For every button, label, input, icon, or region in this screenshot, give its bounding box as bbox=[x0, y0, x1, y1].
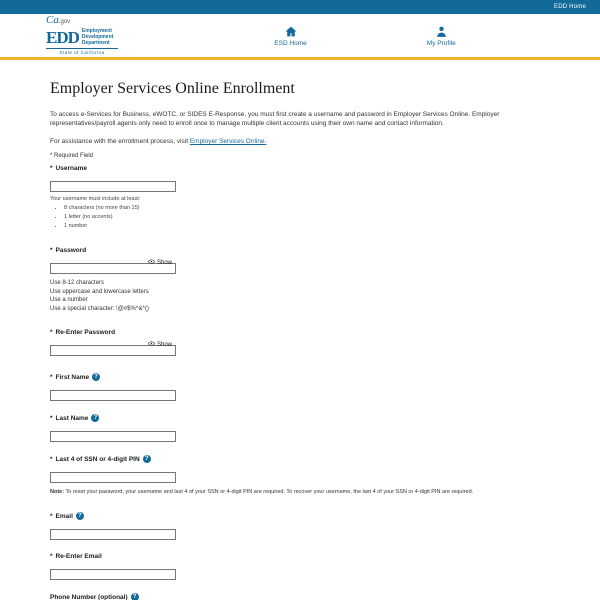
page-content bbox=[0, 80, 600, 600]
help-icon[interactable]: ? bbox=[76, 512, 84, 520]
password-rules bbox=[50, 279, 550, 313]
password-rule: Use uppercase and lowercase letters bbox=[50, 288, 149, 295]
help-icon[interactable]: ? bbox=[92, 373, 100, 381]
last-name-label bbox=[50, 414, 550, 422]
ca-gov-logo bbox=[46, 16, 70, 27]
assistance-text bbox=[50, 138, 550, 145]
username-rule: • 8 characters (no more than 15) bbox=[64, 204, 550, 213]
edd-line3: Department bbox=[81, 40, 110, 46]
edd-logo[interactable] bbox=[0, 14, 130, 57]
ssn-pin-note-bold: Note: bbox=[50, 489, 65, 495]
home-icon bbox=[284, 25, 298, 38]
site-header bbox=[0, 14, 600, 60]
username-required-star: * bbox=[50, 165, 53, 172]
reenter-email-field-group bbox=[50, 553, 550, 581]
edd-line2: Development bbox=[81, 34, 114, 40]
reenter-email-label bbox=[50, 553, 550, 560]
help-icon[interactable]: ? bbox=[143, 455, 151, 463]
ssn-pin-input[interactable] bbox=[50, 472, 176, 483]
reenter-password-label-text: Re-Enter Password bbox=[55, 329, 116, 336]
ssn-pin-note bbox=[50, 488, 550, 496]
edd-line1: Employment bbox=[81, 28, 112, 34]
phone-label bbox=[50, 593, 550, 600]
first-name-label bbox=[50, 373, 550, 381]
nav-item-esd-home[interactable] bbox=[274, 25, 307, 47]
password-label-text: Password bbox=[55, 247, 87, 254]
username-rule: • 1 letter (no accents) bbox=[64, 213, 550, 222]
help-icon[interactable]: ? bbox=[131, 593, 139, 600]
username-field-group bbox=[50, 165, 550, 231]
eye-icon bbox=[148, 259, 155, 266]
username-hint: Your username must include at least: bbox=[50, 196, 141, 202]
username-rule: • 1 number bbox=[64, 222, 550, 231]
password-show-toggle[interactable] bbox=[148, 257, 172, 268]
ssn-pin-note-text: To reset your password, your username and last 4 of your SSN or 4-digit PIN are required. To recover your username, the last 4 of your SSN or 4-digit PIN are required. bbox=[64, 489, 474, 495]
last-name-required-star: * bbox=[50, 414, 53, 422]
ssn-pin-label-text: Last 4 of SSN or 4-digit PIN bbox=[55, 455, 140, 463]
phone-label-text: Phone Number (optional) bbox=[50, 593, 128, 600]
required-field-note: * Required Field bbox=[50, 153, 94, 159]
employer-services-online-link[interactable]: Employer Services Online. bbox=[189, 138, 267, 145]
last-name-field-group bbox=[50, 414, 550, 443]
ssn-pin-required-star: * bbox=[50, 455, 53, 463]
help-icon[interactable]: ? bbox=[91, 414, 99, 422]
username-label bbox=[50, 165, 550, 172]
first-name-field-group bbox=[50, 373, 550, 402]
ca-gov-text: Ca bbox=[46, 14, 59, 26]
reenter-password-field-group bbox=[50, 329, 550, 357]
reenter-email-required-star: * bbox=[50, 553, 53, 560]
email-input[interactable] bbox=[50, 529, 176, 540]
main-nav bbox=[130, 14, 600, 57]
password-label bbox=[50, 247, 550, 254]
nav-label-esd-home: ESD Home bbox=[274, 39, 307, 47]
reenter-email-label-text: Re-Enter Email bbox=[55, 553, 102, 560]
edd-initials: EDD bbox=[46, 27, 79, 47]
first-name-required-star: * bbox=[50, 373, 53, 381]
username-label-text: Username bbox=[55, 165, 87, 172]
nav-label-my-profile: My Profile bbox=[426, 39, 456, 47]
reenter-password-show-toggle[interactable] bbox=[148, 339, 172, 350]
password-rule: Use 8-12 characters bbox=[50, 280, 105, 286]
email-label-text: Email bbox=[55, 512, 73, 520]
email-label bbox=[50, 512, 550, 520]
reenter-password-label bbox=[50, 329, 550, 336]
reenter-password-required-star: * bbox=[50, 329, 53, 336]
nav-item-my-profile[interactable] bbox=[427, 25, 456, 47]
reenter-password-show-label: Show bbox=[156, 341, 172, 348]
edd-state-label: State of California bbox=[46, 48, 118, 55]
password-show-label: Show bbox=[156, 259, 172, 266]
reenter-email-input[interactable] bbox=[50, 569, 176, 580]
email-required-star: * bbox=[50, 512, 53, 520]
last-name-input[interactable] bbox=[50, 431, 176, 442]
email-field-group bbox=[50, 512, 550, 541]
password-rule: Use a number bbox=[50, 297, 88, 303]
password-field-group bbox=[50, 247, 550, 313]
username-input[interactable] bbox=[50, 181, 176, 192]
ssn-pin-label bbox=[50, 455, 550, 463]
username-rules-list bbox=[64, 204, 550, 231]
phone-field-group bbox=[50, 593, 550, 600]
password-required-star: * bbox=[50, 247, 53, 254]
edd-home-link[interactable]: EDD Home bbox=[554, 4, 586, 10]
eye-icon bbox=[148, 341, 155, 348]
first-name-input[interactable] bbox=[50, 390, 176, 401]
password-rule: Use a special character: !@#$%^&*() bbox=[50, 305, 149, 312]
first-name-label-text: First Name bbox=[55, 373, 90, 381]
last-name-label-text: Last Name bbox=[55, 414, 89, 422]
page-intro: To access e-Services for Business, eWOTC, or SIDES E-Response, you must first create a username and password in Employer Services Online. Employer representatives/payroll agents only need to enroll once to manage multiple client accounts using their own name and contact information. bbox=[50, 111, 500, 127]
page-title: Employer Services Online Enrollment bbox=[50, 80, 295, 97]
ssn-pin-field-group bbox=[50, 455, 550, 496]
assistance-prefix: For assistance with the enrollment process, visit bbox=[50, 138, 190, 145]
ca-gov-suffix: .gov bbox=[58, 19, 71, 25]
utility-bar bbox=[0, 0, 600, 14]
user-icon bbox=[435, 25, 448, 38]
